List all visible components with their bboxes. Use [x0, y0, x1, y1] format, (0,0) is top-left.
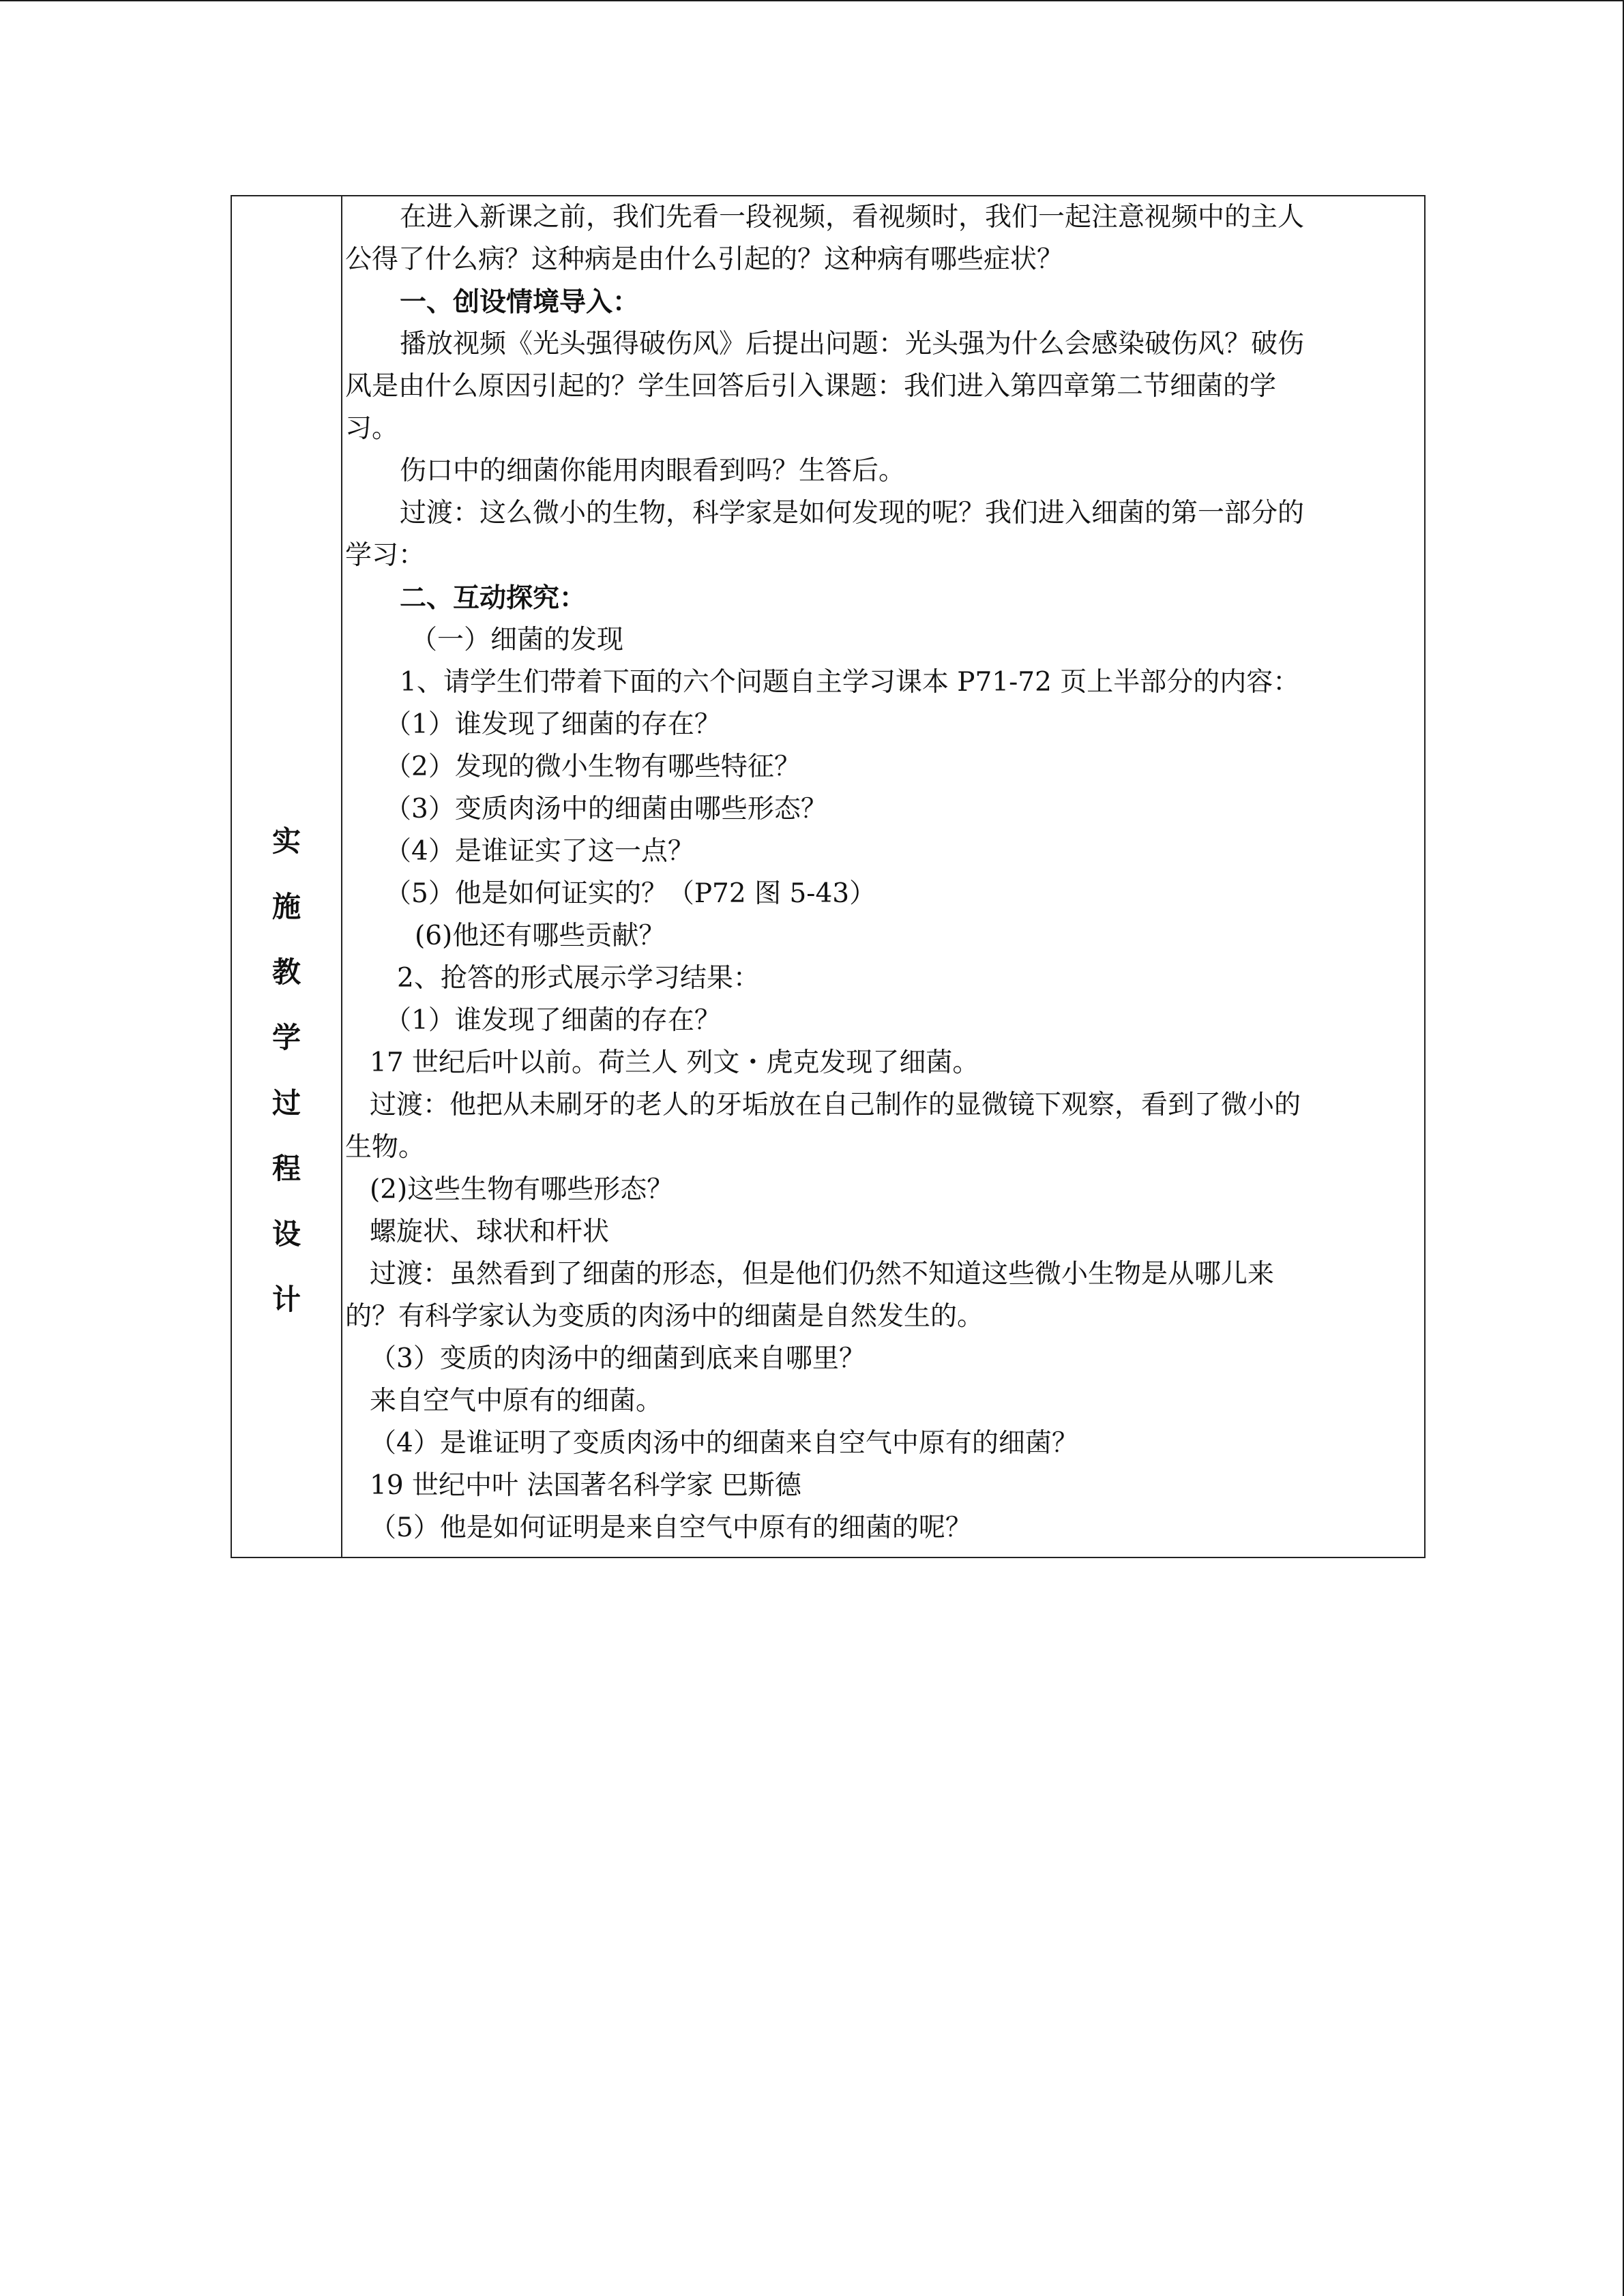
section-label-char: 计: [271, 1283, 301, 1316]
section-label-char: 程: [271, 1152, 301, 1185]
section-heading: 一、创设情境导入：: [400, 286, 640, 318]
section-label-cell: [232, 196, 342, 1557]
paragraph-line: 公得了什么病？这种病是由什么引起的？这种病有哪些症状？: [345, 244, 1064, 275]
section-heading: 二、互动探究：: [400, 582, 587, 614]
question-line: (6)他还有哪些贡献？: [415, 921, 666, 951]
lesson-table: [231, 195, 1426, 1558]
section-label-char: 学: [271, 1021, 301, 1054]
answer-line: 19 世纪中叶 法国著名科学家 巴斯德: [370, 1470, 801, 1501]
question-line: （3）变质的肉汤中的细菌到底来自哪里？: [370, 1343, 866, 1374]
paragraph-line: 在进入新课之前，我们先看一段视频，看视频时，我们一起注意视频中的主人: [400, 202, 1305, 233]
question-line: （5）他是如何证明是来自空气中原有的细菌的呢？: [370, 1512, 972, 1543]
question-line: （4）是谁证实了这一点？: [385, 836, 694, 867]
paragraph-line: 播放视频《光头强得破伤风》后提出问题：光头强为什么会感染破伤风？破伤: [400, 329, 1305, 359]
paragraph-line: 过渡：虽然看到了细菌的形态，但是他们仍然不知道这些微小生物是从哪儿来: [370, 1259, 1275, 1289]
paragraph-line: 习。: [345, 413, 399, 444]
section-label-char: 施: [271, 890, 301, 923]
paragraph-line: 过渡：这么微小的生物，科学家是如何发现的呢？我们进入细菌的第一部分的: [400, 498, 1305, 528]
section-label-char: 设: [271, 1217, 301, 1251]
question-line: （4）是谁证明了变质肉汤中的细菌来自空气中原有的细菌？: [370, 1428, 1078, 1459]
answer-line: 螺旋状、球状和杆状: [370, 1217, 610, 1247]
paragraph-line: 伤口中的细菌你能用肉眼看到吗？生答后。: [400, 456, 906, 486]
teaching-process-content: [342, 196, 1424, 1557]
paragraph-line: 生物。: [345, 1132, 426, 1163]
question-line: （1）谁发现了细菌的存在？: [385, 1005, 721, 1036]
section-label-char: 实: [271, 824, 301, 858]
question-line: （1）谁发现了细菌的存在？: [385, 709, 721, 740]
answer-line: 17 世纪后叶以前。荷兰人 列文・虎克发现了细菌。: [370, 1047, 979, 1078]
paragraph-line: 的？有科学家认为变质的肉汤中的细菌是自然发生的。: [345, 1301, 984, 1332]
section-label-char: 教: [271, 955, 301, 989]
paragraph-line: （一）细菌的发现: [411, 625, 624, 655]
paragraph-line: 过渡：他把从未刷牙的老人的牙垢放在自己制作的显微镜下观察，看到了微小的: [370, 1090, 1301, 1120]
question-line: （3）变质肉汤中的细菌由哪些形态？: [385, 794, 827, 824]
answer-line: 来自空气中原有的细菌。: [370, 1386, 663, 1416]
question-line: （5）他是如何证实的？（P72 图 5-43）: [385, 878, 876, 909]
paragraph-line: 风是由什么原因引起的？学生回答后引入课题：我们进入第四章第二节细菌的学: [345, 371, 1277, 402]
page-top-border: [0, 0, 1624, 1]
paragraph-line: 1、请学生们带着下面的六个问题自主学习课本 P71-72 页上半部分的内容：: [400, 667, 1300, 698]
paragraph-line: 2、抢答的形式展示学习结果：: [397, 963, 760, 994]
question-line: （2）发现的微小生物有哪些特征？: [385, 751, 801, 782]
question-line: (2)这些生物有哪些形态？: [370, 1174, 674, 1205]
section-label-char: 过: [271, 1086, 301, 1120]
paragraph-line: 学习：: [345, 540, 426, 571]
